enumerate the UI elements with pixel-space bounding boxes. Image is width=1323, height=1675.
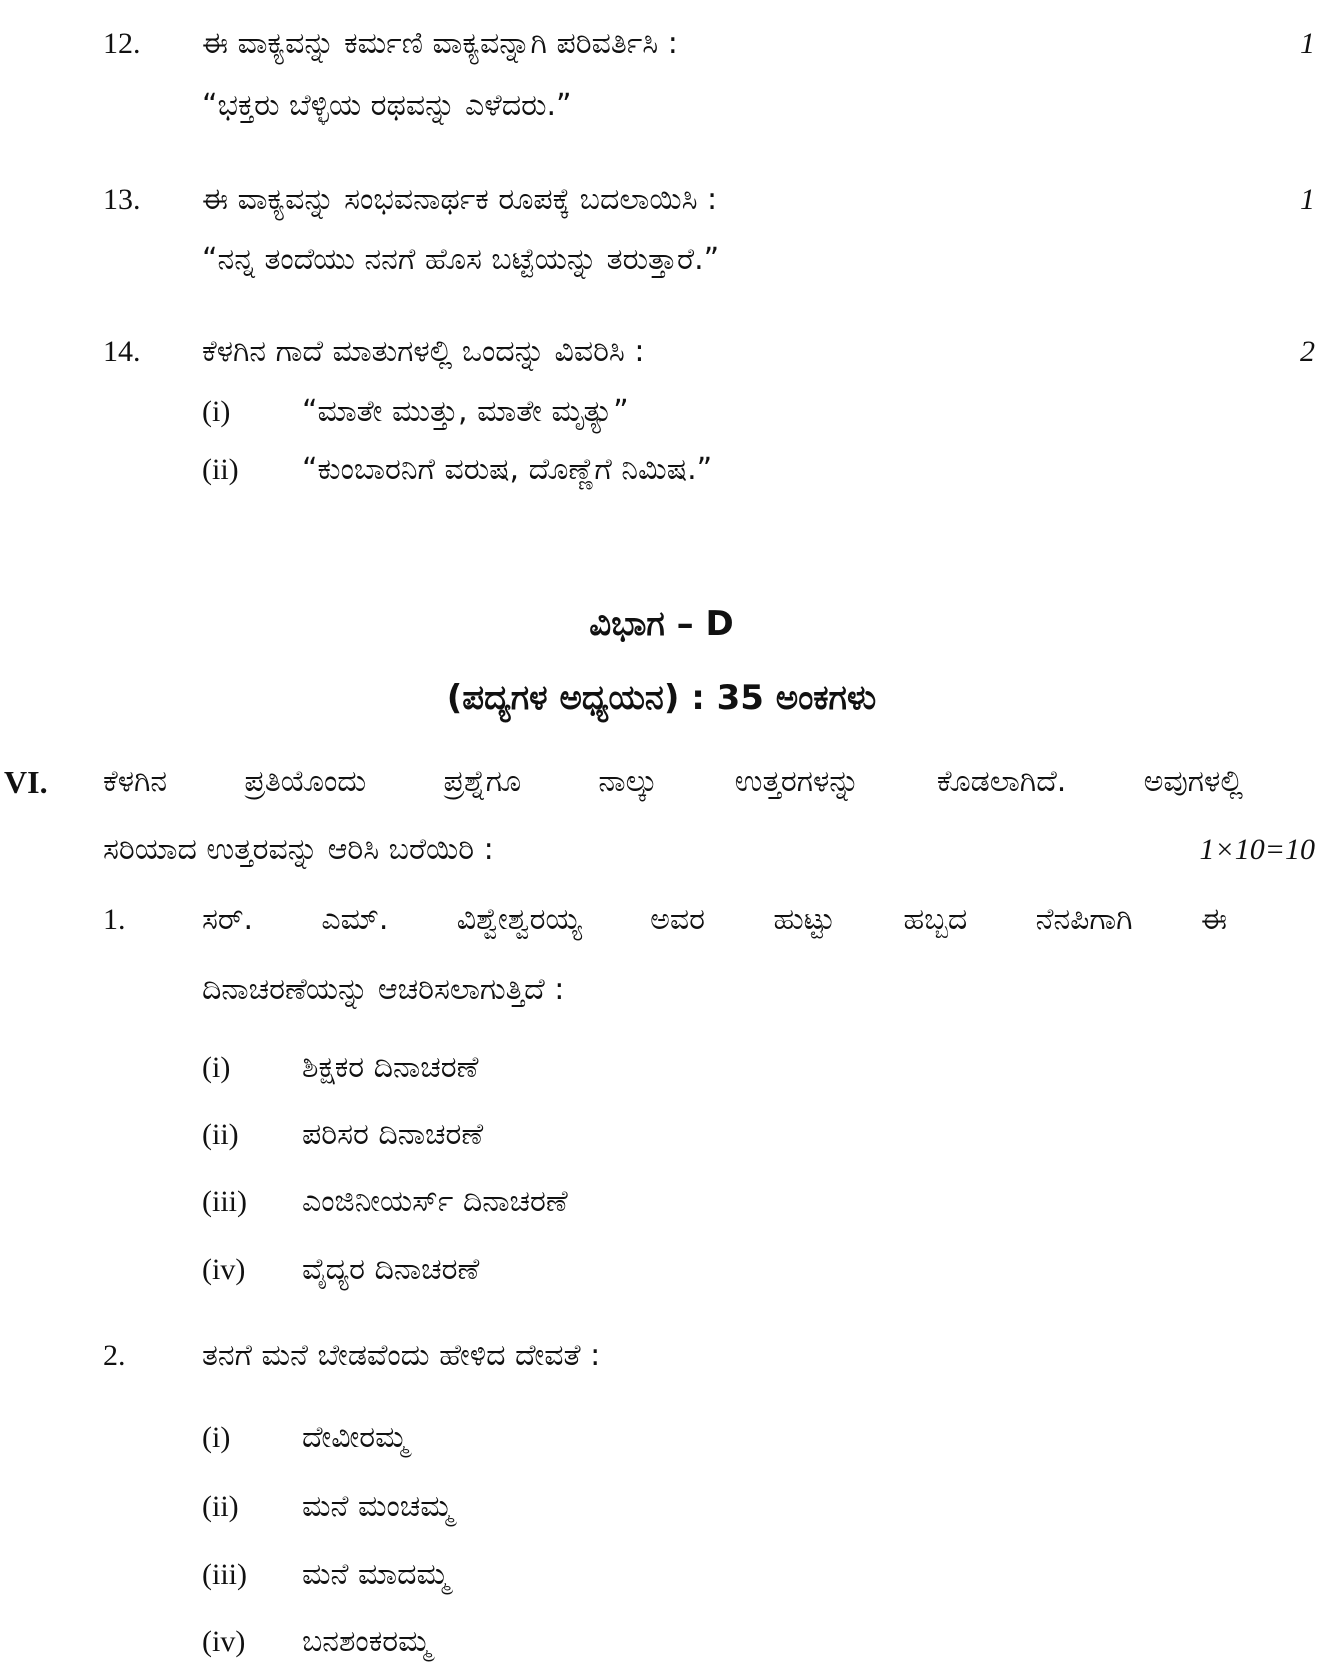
question-sentence: “ಭಕ್ತರು ಬೆಳ್ಳಿಯ ರಥವನ್ನು ಎಳೆದರು.”: [202, 88, 572, 123]
section-roman-number: VI.: [4, 764, 48, 800]
question-text: ಈ ವಾಕ್ಯವನ್ನು ಸಂಭವನಾರ್ಥಕ ರೂಪಕ್ಕೆ ಬದಲಾಯಿಸಿ :: [202, 182, 718, 217]
question-text: ಈ ವಾಕ್ಯವನ್ನು ಕರ್ಮಣಿ ವಾಕ್ಯವನ್ನಾಗಿ ಪರಿವರ್ತಿಸಿ :: [202, 26, 678, 61]
option-text: ಮನೆ ಮಾದಮ್ಮ: [302, 1557, 450, 1592]
option-label: (ii): [202, 1490, 239, 1523]
question-sentence: “ನನ್ನ ತಂದೆಯು ನನಗೆ ಹೊಸ ಬಟ್ಟೆಯನ್ನು ತರುತ್ತಾರೆ.”: [202, 242, 720, 277]
option-label: (iii): [202, 1185, 247, 1218]
option-text: ಪರಿಸರ ದಿನಾಚರಣೆ: [302, 1117, 484, 1152]
question-number: 2.: [103, 1339, 126, 1372]
question-text: ಕೆಳಗಿನ ಗಾದೆ ಮಾತುಗಳಲ್ಲಿ ಒಂದನ್ನು ವಿವರಿಸಿ :: [202, 334, 645, 369]
question-number: 12.: [103, 27, 141, 60]
option-text: ಶಿಕ್ಷಕರ ದಿನಾಚರಣೆ: [302, 1050, 479, 1085]
instruction-line-2: ಸರಿಯಾದ ಉತ್ತರವನ್ನು ಆರಿಸಿ ಬರೆಯಿರಿ :: [103, 832, 494, 867]
question-number: 13.: [103, 183, 141, 216]
option-label: (iii): [202, 1558, 247, 1591]
option-label: (iv): [202, 1625, 246, 1658]
option-label: (iv): [202, 1253, 246, 1286]
option-label: (i): [202, 1051, 231, 1084]
option-text: ಮನೆ ಮಂಚಮ್ಮ: [302, 1489, 453, 1524]
section-subtitle: (ಪದ್ಯಗಳ ಅಧ್ಯಯನ) : 35 ಅಂಕಗಳು: [446, 678, 877, 718]
option-label: (ii): [202, 453, 239, 486]
section-marks: 1×10=10: [1199, 833, 1315, 866]
option-label: (ii): [202, 1118, 239, 1151]
option-text: ಎಂಜಿನೀಯರ್ಸ್ ದಿನಾಚರಣೆ: [302, 1184, 568, 1219]
option-text: “ಕುಂಬಾರನಿಗೆ ವರುಷ, ದೊಣ್ಣೆಗೆ ನಿಮಿಷ.”: [302, 452, 713, 487]
instruction-line-1: ಕೆಳಗಿನ ಪ್ರತಿಯೊಂದು ಪ್ರಶ್ನೆಗೂ ನಾಲ್ಕು ಉತ್ತರಗಳನ್ನು ಕೊಡಲಾಗಿದೆ. ಅವುಗಳಲ್ಲಿ: [103, 764, 1243, 799]
question-marks: 1: [1300, 183, 1315, 216]
question-text-line-1: ಸರ್. ಎಮ್. ವಿಶ್ವೇಶ್ವರಯ್ಯ ಅವರ ಹುಟ್ಟು ಹಬ್ಬದ ನೆನಪಿಗಾಗಿ ಈ: [202, 902, 1227, 937]
question-text-line-2: ದಿನಾಚರಣೆಯನ್ನು ಆಚರಿಸಲಾಗುತ್ತಿದೆ :: [202, 972, 565, 1007]
option-text: ಬನಶಂಕರಮ್ಮ: [302, 1624, 431, 1659]
section-title: ವಿಭಾಗ – D: [589, 604, 734, 644]
question-number: 1.: [103, 903, 126, 936]
option-text: ವೈದ್ಯರ ದಿನಾಚರಣೆ: [302, 1252, 480, 1287]
option-label: (i): [202, 1421, 231, 1454]
option-text: “ಮಾತೇ ಮುತ್ತು, ಮಾತೇ ಮೃತ್ಯು”: [302, 394, 629, 429]
option-text: ದೇವೀರಮ್ಮ: [302, 1420, 408, 1455]
question-marks: 2: [1300, 335, 1315, 368]
option-label: (i): [202, 395, 231, 428]
question-number: 14.: [103, 335, 141, 368]
question-text: ತನಗೆ ಮನೆ ಬೇಡವೆಂದು ಹೇಳಿದ ದೇವತೆ :: [202, 1338, 601, 1373]
question-marks: 1: [1300, 27, 1315, 60]
